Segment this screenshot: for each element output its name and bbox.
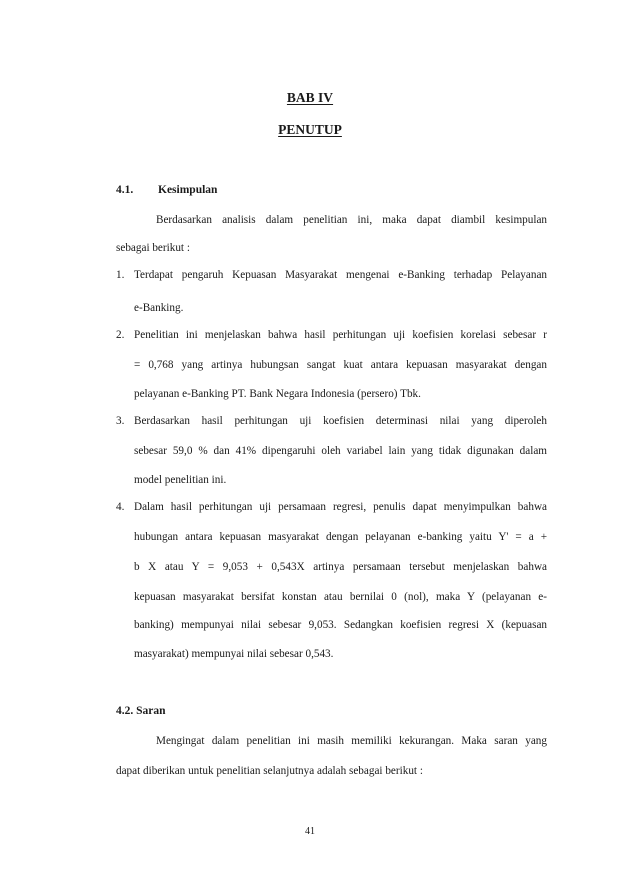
suggestion-line: dapat diberikan untuk penelitian selanjutnya adalah sebagai berikut : (116, 765, 423, 777)
list-item-number: 4. (116, 501, 125, 513)
list-item-line: b X atau Y = 9,053 + 0,543X artinya persamaan tersebut menjelaskan bahwa (134, 561, 547, 573)
intro-line: Berdasarkan analisis dalam penelitian ini, maka dapat diambil kesimpulan (156, 214, 547, 226)
list-item-line: sebesar 59,0 % dan 41% dipengaruhi oleh variabel lain yang tidak digunakan dalam (134, 445, 547, 457)
list-item-line: masyarakat) mempunyai nilai sebesar 0,543. (134, 648, 334, 660)
list-item-line: banking) mempunyai nilai sebesar 9,053. Sedangkan koefisien regresi X (kepuasan (134, 619, 547, 631)
list-item-line: model penelitian ini. (134, 474, 227, 486)
chapter-subtitle: PENUTUP (278, 122, 342, 137)
list-item-line: pelayanan e-Banking PT. Bank Negara Indonesia (persero) Tbk. (134, 388, 421, 400)
intro-line: sebagai berikut : (116, 242, 190, 254)
chapter-title: BAB IV (286, 90, 334, 105)
list-item-number: 2. (116, 329, 125, 341)
list-item-line: Penelitian ini menjelaskan bahwa hasil perhitungan uji koefisien korelasi sebesar r (134, 329, 547, 341)
section-title: Kesimpulan (158, 184, 218, 196)
list-item-line: kepuasan masyarakat bersifat konstan atau bernilai 0 (nol), maka Y (pelayanan e- (134, 591, 547, 603)
list-item-line: = 0,768 yang artinya hubungsan sangat kuat antara kepuasan masyarakat dengan (134, 359, 547, 371)
list-item-line: Dalam hasil perhitungan uji persamaan regresi, penulis dapat menyimpulkan bahwa (134, 501, 547, 513)
list-item-line: hubungan antara kepuasan masyarakat dengan pelayanan e-banking yaitu Y' = a + (134, 531, 547, 543)
list-item-number: 1. (116, 269, 125, 281)
section-heading: 4.2. Saran (116, 705, 166, 717)
list-item-line: Terdapat pengaruh Kepuasan Masyarakat mengenai e-Banking terhadap Pelayanan (134, 269, 547, 281)
page-number: 41 (305, 826, 315, 837)
list-item-line: Berdasarkan hasil perhitungan uji koefisien determinasi nilai yang diperoleh (134, 415, 547, 427)
suggestion-line: Mengingat dalam penelitian ini masih memiliki kekurangan. Maka saran yang (156, 735, 547, 747)
list-item-number: 3. (116, 415, 125, 427)
list-item-line: e-Banking. (134, 302, 184, 314)
section-number: 4.1. (116, 184, 134, 196)
